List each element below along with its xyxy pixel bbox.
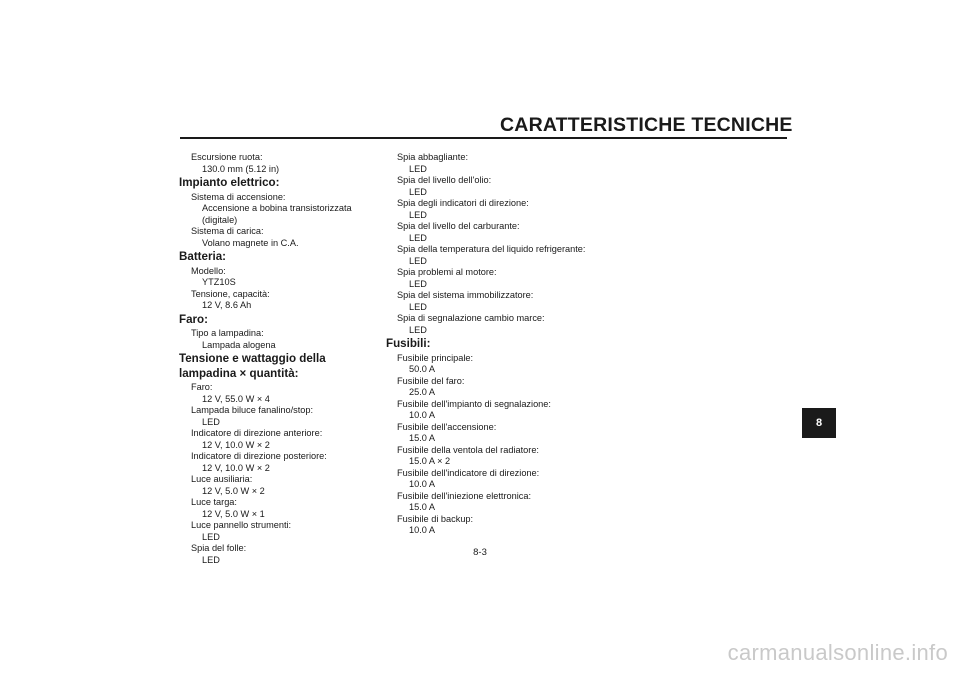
spec-label: Fusibile principale: — [397, 352, 474, 363]
spec-value: 50.0 A — [409, 364, 436, 374]
spec-value: 12 V, 8.6 Ah — [202, 300, 252, 310]
section-heading: Batteria: — [179, 250, 227, 263]
spec-value: 10.0 A — [409, 479, 436, 489]
spec-label: Indicatore di direzione posteriore: — [191, 451, 327, 461]
spec-value: 15.0 A — [409, 502, 436, 512]
spec-label: Spia del folle: — [191, 543, 247, 553]
spec-value: 25.0 A — [409, 387, 436, 397]
spec-value: 12 V, 10.0 W × 2 — [202, 439, 270, 450]
spec-label: Escursione ruota: — [191, 152, 263, 162]
spec-label: Spia di segnalazione cambio marce: — [397, 313, 545, 323]
spec-label: Spia abbagliante: — [397, 152, 469, 162]
spec-value: 12 V, 5.0 W × 1 — [202, 508, 265, 519]
spec-value: YTZ10S — [202, 277, 236, 287]
left-column — [179, 152, 379, 566]
spec-label: Fusibile della ventola del radiatore: — [397, 444, 539, 455]
chapter-tab: 8 — [802, 408, 836, 438]
spec-value: 10.0 A — [409, 525, 436, 535]
spec-value: LED — [409, 278, 427, 289]
spec-value: 130.0 mm (5.12 in) — [202, 163, 280, 174]
spec-value: LED — [409, 232, 427, 243]
spec-value: LED — [409, 163, 427, 174]
spec-value: LED — [202, 554, 220, 565]
spec-label: Sistema di carica: — [191, 226, 264, 236]
spec-value: LED — [409, 209, 427, 220]
page-title: CARATTERISTICHE TECNICHE — [500, 114, 793, 136]
spec-value: LED — [409, 301, 427, 312]
spec-value: 15.0 A × 2 — [409, 456, 451, 466]
spec-label: Tipo a lampadina: — [191, 328, 264, 338]
spec-label: Indicatore di direzione anteriore: — [191, 428, 323, 438]
section-heading: Faro: — [179, 312, 208, 326]
spec-label: Spia del livello dell'olio: — [397, 175, 492, 185]
spec-label: Luce pannello strumenti: — [191, 520, 292, 530]
spec-label: Fusibile dell'accensione: — [397, 421, 497, 432]
spec-label: Faro: — [191, 382, 213, 392]
spec-value: LED — [409, 255, 427, 266]
spec-label: Lampada biluce fanalino/stop: — [191, 405, 314, 415]
spec-label: Fusibile dell'indicatore di direzione: — [397, 467, 540, 478]
spec-value: (digitale) — [202, 214, 238, 225]
spec-value: LED — [409, 186, 427, 197]
spec-value: LED — [409, 324, 427, 335]
spec-label: Luce targa: — [191, 497, 237, 507]
right-column — [386, 152, 606, 537]
spec-value: 10.0 A — [409, 410, 436, 420]
spec-label: Fusibile del faro: — [397, 375, 465, 386]
spec-label: Sistema di accensione: — [191, 191, 286, 202]
spec-value: LED — [202, 531, 220, 542]
spec-value: Accensione a bobina transistorizzata — [202, 203, 352, 213]
spec-value: 15.0 A — [409, 433, 436, 443]
spec-value: Volano magnete in C.A. — [202, 237, 299, 248]
header-rule — [180, 137, 787, 139]
page-number: 8-3 — [473, 547, 487, 558]
spec-label: Fusibile dell'impianto di segnalazione: — [397, 398, 551, 409]
spec-label: Luce ausiliaria: — [191, 474, 253, 484]
spec-label: Fusibile di backup: — [397, 513, 474, 524]
spec-label: Spia degli indicatori di direzione: — [397, 198, 529, 208]
spec-label: Fusibile dell'iniezione elettronica: — [397, 490, 532, 501]
spec-value: 12 V, 55.0 W × 4 — [202, 393, 270, 404]
spec-value: 12 V, 5.0 W × 2 — [202, 485, 265, 496]
spec-label: Spia del livello del carburante: — [397, 221, 520, 231]
section-heading: Fusibili: — [386, 337, 431, 350]
spec-label: Tensione, capacità: — [191, 288, 270, 299]
spec-value: 12 V, 10.0 W × 2 — [202, 462, 270, 473]
spec-label: Spia del sistema immobilizzatore: — [397, 290, 534, 300]
spec-label: Modello: — [191, 265, 226, 276]
watermark: carmanualsonline.info — [727, 640, 948, 665]
spec-label: Spia problemi al motore: — [397, 267, 497, 277]
spec-value: LED — [202, 416, 220, 427]
section-heading: Impianto elettrico: — [179, 176, 280, 189]
spec-label: Spia della temperatura del liquido refrigerante: — [397, 244, 586, 254]
section-heading: Tensione e wattaggio della lampadina × quantità: — [179, 352, 326, 380]
spec-value: Lampada alogena — [202, 339, 276, 350]
